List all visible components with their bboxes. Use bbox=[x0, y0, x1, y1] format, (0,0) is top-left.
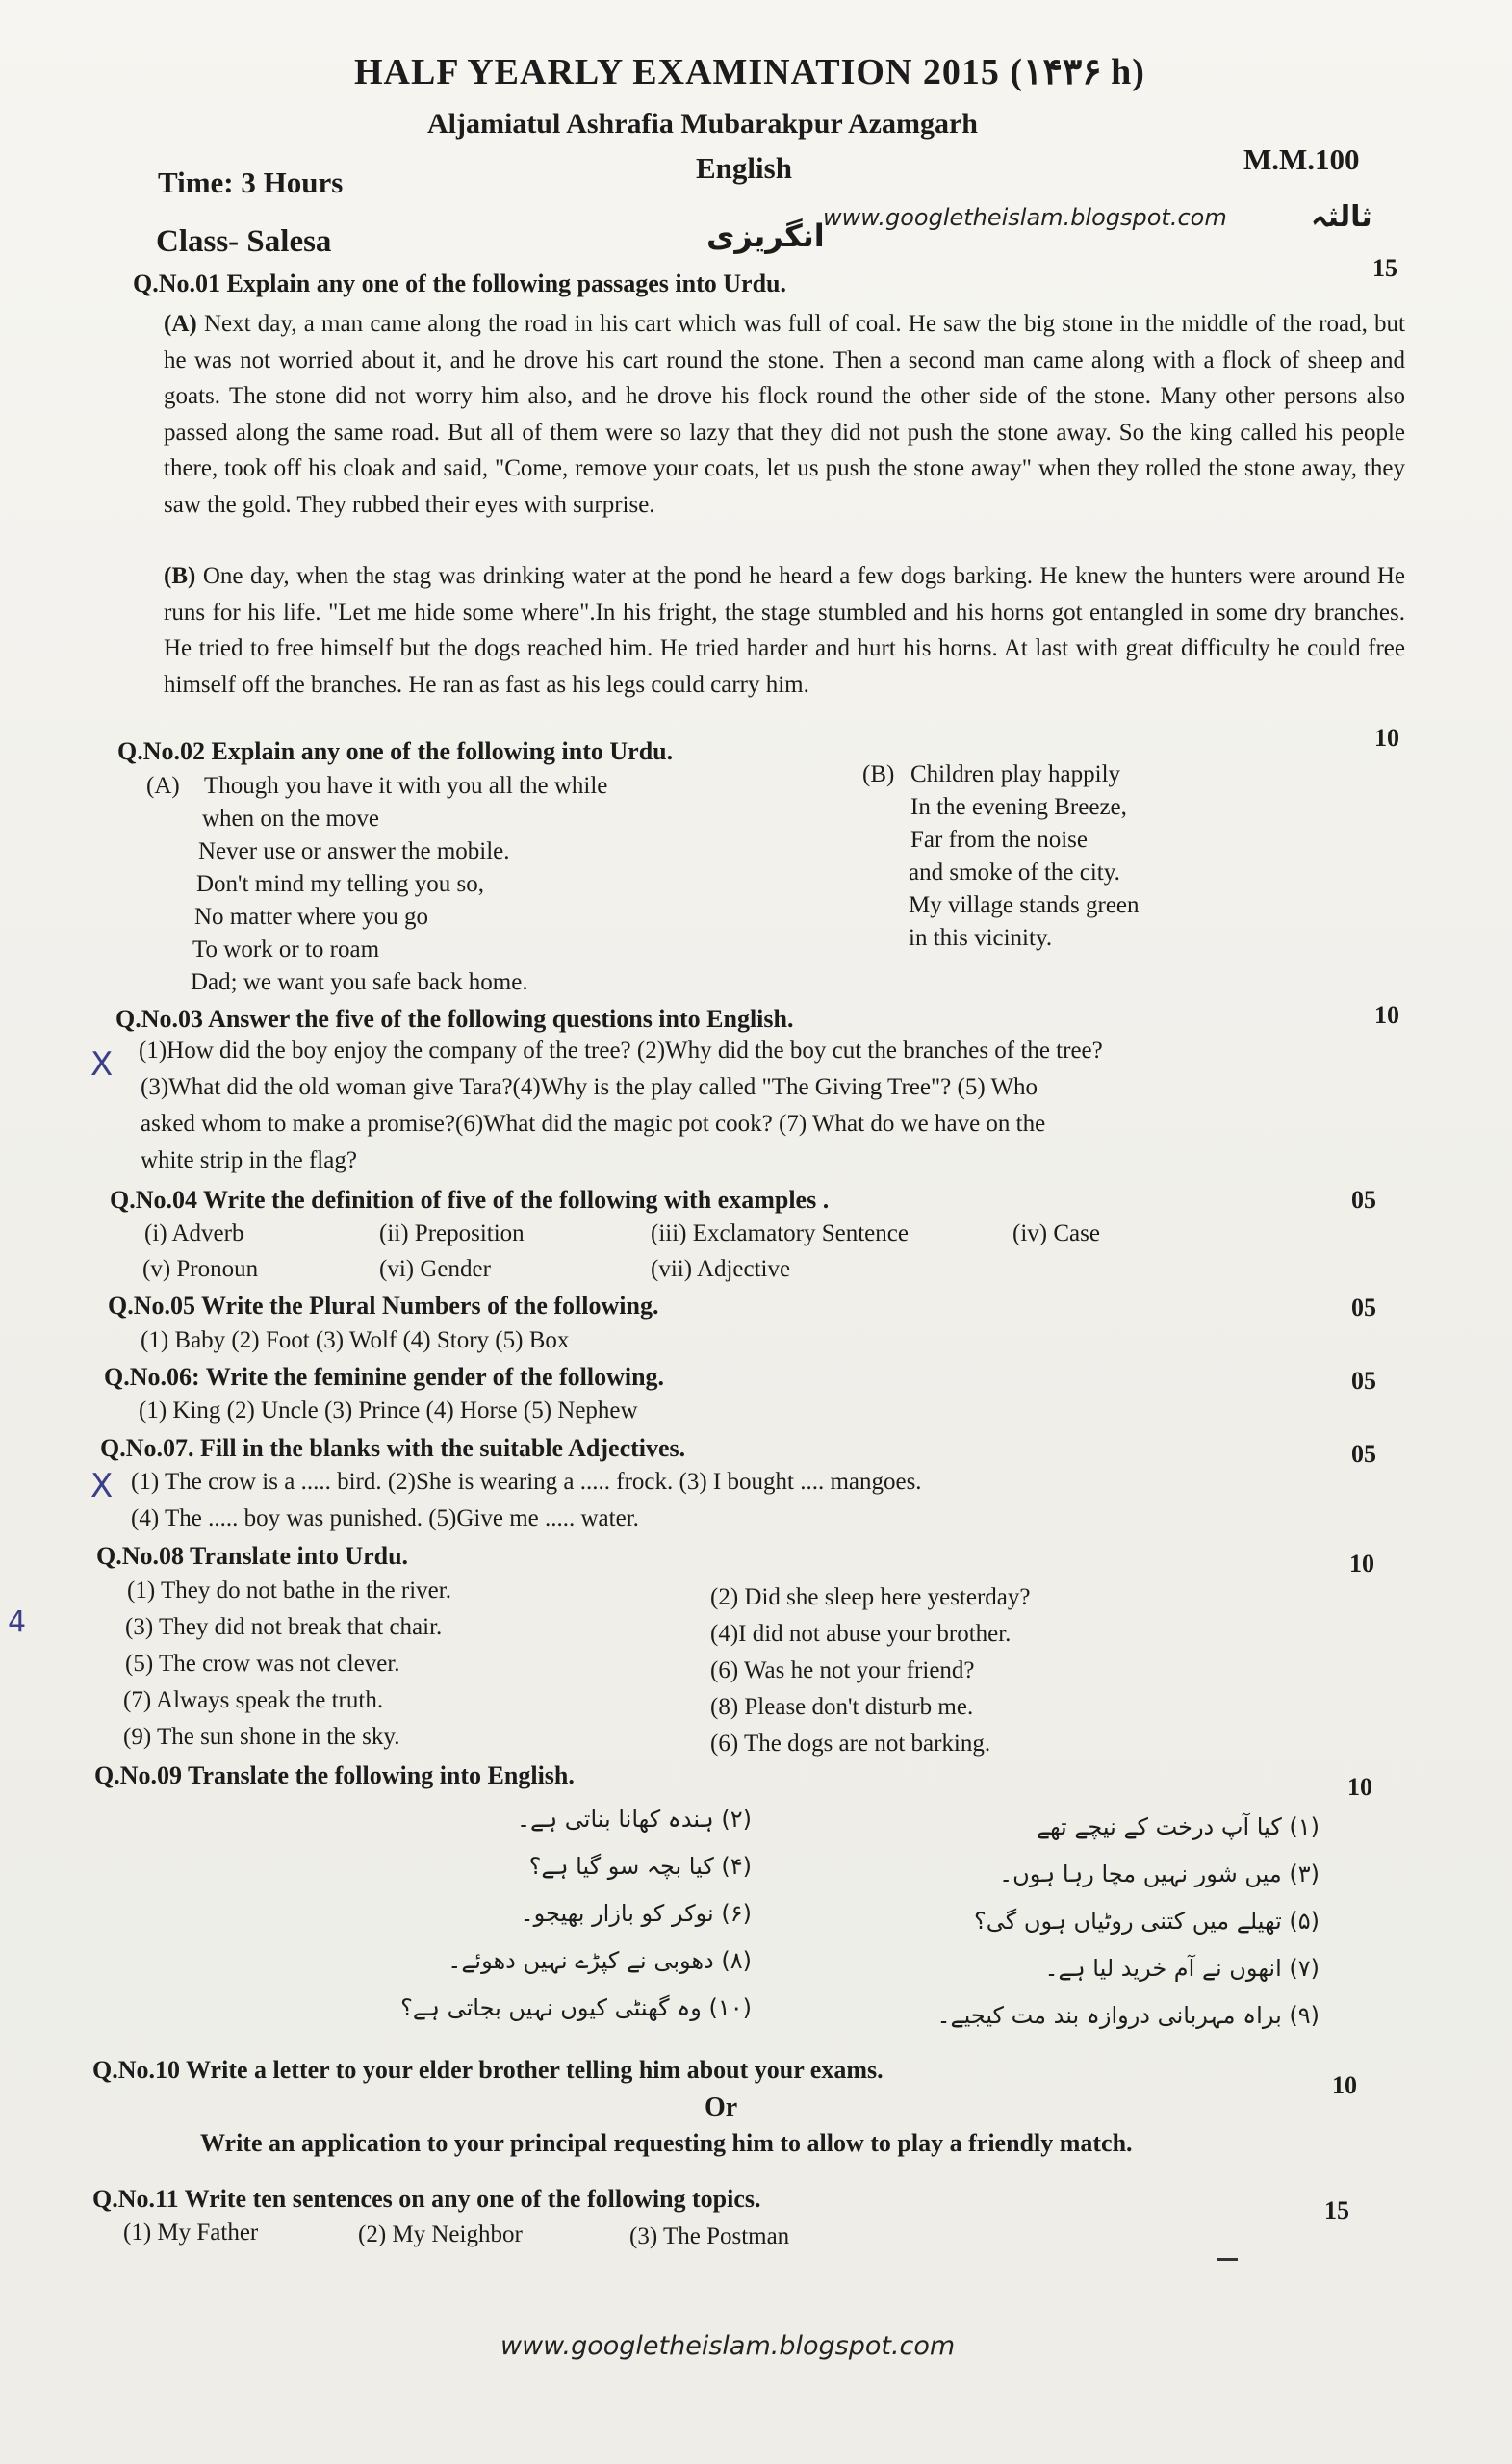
pen-dash bbox=[1217, 2258, 1238, 2261]
subject-name: English bbox=[696, 151, 792, 185]
time-allowed: Time: 3 Hours bbox=[158, 166, 344, 199]
q4-term: (v) Pronoun bbox=[142, 1256, 259, 1282]
q9-urdu-sentence: (۵) تھیلے میں کتنی روٹیاں ہوں گی؟ bbox=[974, 1908, 1320, 1935]
header-website: www.googletheislam.blogspot.com bbox=[823, 204, 1227, 231]
q9-heading: Q.No.09 Translate the following into English. bbox=[94, 1761, 575, 1789]
q9-urdu-sentence: (۸) دھوبی نے کپڑے نہیں دھوئے۔ bbox=[448, 1947, 752, 1974]
q2-a-line: when on the move bbox=[202, 806, 379, 832]
q2-a-line: Never use or answer the mobile. bbox=[198, 838, 510, 864]
q8-sentence: (9) The sun shone in the sky. bbox=[123, 1724, 400, 1750]
q2-b-label: (B) bbox=[862, 761, 895, 787]
q1-b-text: One day, when the stag was drinking water at the pond he heard a few dogs barking. He knew the hunters were around He runs for his life. "Let me hide some where".In his fright, the stage stumbled and his horns got entangled in some dry branches. He tried to free himself but the dogs reached him. He tried harder and hurt his horns. At last with great difficulty he could free himself off the branches. He ran as fast as his legs could carry him. bbox=[164, 563, 1405, 698]
footer-website: www.googletheislam.blogspot.com bbox=[500, 2331, 956, 2361]
q8-sentence: (3) They did not break that chair. bbox=[125, 1614, 443, 1640]
q11-heading: Q.No.11 Write ten sentences on any one of the following topics. bbox=[92, 2185, 761, 2213]
q2-a-line: To work or to roam bbox=[192, 937, 380, 962]
q5-heading: Q.No.05 Write the Plural Numbers of the following. bbox=[108, 1292, 659, 1320]
class-urdu: ثالثہ bbox=[1311, 200, 1372, 234]
class-label: Class- Salesa bbox=[156, 224, 332, 259]
q9-urdu-sentence: (۲) ہندہ کھانا بناتی ہے۔ bbox=[516, 1806, 752, 1833]
exam-title: HALF YEARLY EXAMINATION 2015 (۱۴۳۶ h) bbox=[354, 52, 1145, 92]
q10-or: Or bbox=[705, 2092, 738, 2122]
q3-line: (1)How did the boy enjoy the company of the tree? (2)Why did the boy cut the branches of the tree? bbox=[139, 1038, 1103, 1064]
q8-sentence: (6) Was he not your friend? bbox=[710, 1657, 975, 1683]
q3-marks: 10 bbox=[1374, 1001, 1399, 1029]
q2-marks: 10 bbox=[1374, 724, 1399, 752]
q2-b-line: My village stands green bbox=[909, 892, 1140, 918]
q7-marks: 05 bbox=[1351, 1440, 1376, 1468]
q4-marks: 05 bbox=[1351, 1186, 1376, 1214]
q8-sentence: (1) They do not bathe in the river. bbox=[127, 1578, 451, 1604]
q2-b-line: Far from the noise bbox=[910, 827, 1088, 853]
q3-line: white strip in the flag? bbox=[141, 1147, 357, 1173]
q5-items: (1) Baby (2) Foot (3) Wolf (4) Story (5) Box bbox=[141, 1327, 570, 1353]
q1-marks: 15 bbox=[1372, 254, 1397, 282]
q9-urdu-sentence: (۱) کیا آپ درخت کے نیچے تھے bbox=[1036, 1813, 1320, 1840]
q4-term: (ii) Preposition bbox=[379, 1220, 525, 1246]
q9-marks: 10 bbox=[1347, 1773, 1372, 1801]
q2-a-line: No matter where you go bbox=[194, 904, 428, 930]
q9-urdu-sentence: (۱۰) وہ گھنٹی کیوں نہیں بجاتی ہے؟ bbox=[400, 1994, 752, 2021]
q8-marks: 10 bbox=[1349, 1550, 1374, 1578]
q10-alternative: Write an application to your principal requesting him to allow to play a friendly match. bbox=[200, 2129, 1133, 2157]
q2-a-line: Though you have it with you all the while bbox=[204, 773, 608, 799]
q7-line: (1) The crow is a ..... bird. (2)She is wearing a ..... frock. (3) I bought .... mangoes. bbox=[131, 1469, 922, 1495]
pen-x-mark: X bbox=[90, 1045, 114, 1084]
q11-topic: (3) The Postman bbox=[629, 2223, 790, 2249]
institute-name: Aljamiatul Ashrafia Mubarakpur Azamgarh bbox=[427, 108, 978, 140]
q4-term: (vii) Adjective bbox=[651, 1256, 791, 1282]
q8-sentence: (5) The crow was not clever. bbox=[125, 1651, 400, 1677]
q4-heading: Q.No.04 Write the definition of five of the following with examples . bbox=[110, 1186, 830, 1214]
q2-heading: Q.No.02 Explain any one of the following into Urdu. bbox=[117, 737, 674, 765]
q2-b-line: and smoke of the city. bbox=[909, 860, 1120, 886]
q2-b-line: in this vicinity. bbox=[909, 925, 1053, 951]
q4-term: (vi) Gender bbox=[379, 1256, 491, 1282]
q1-passage-a bbox=[164, 306, 1405, 523]
q1-a-text: Next day, a man came along the road in his cart which was full of coal. He saw the big stone in the middle of the road, but he was not worried about it, and he drove his cart round the stone. Then a second man came along with a flock of sheep and goats. The stone did not worry him also, and he drove his flock round the other side of the stone. Many other persons also passed along the same road. But all of them were so lazy that they did not push the stone away. So the king called his people there, took off his cloak and said, "Come, remove your coats, let us push the stone away" when they rolled the stone away, they saw the gold. They rubbed their eyes with surprise. bbox=[164, 311, 1405, 518]
q5-marks: 05 bbox=[1351, 1294, 1376, 1322]
q11-topic: (2) My Neighbor bbox=[358, 2221, 523, 2247]
q9-urdu-sentence: (۴) کیا بچہ سو گیا ہے؟ bbox=[528, 1853, 752, 1880]
q2-a-line: Don't mind my telling you so, bbox=[196, 871, 484, 897]
q6-marks: 05 bbox=[1351, 1367, 1376, 1395]
q8-sentence: (6) The dogs are not barking. bbox=[710, 1731, 991, 1757]
q11-topic: (1) My Father bbox=[123, 2220, 259, 2246]
q9-urdu-sentence: (۶) نوکر کو بازار بھیجو۔ bbox=[520, 1900, 752, 1927]
q6-heading: Q.No.06: Write the feminine gender of the following. bbox=[104, 1363, 665, 1391]
q6-items: (1) King (2) Uncle (3) Prince (4) Horse (5) Nephew bbox=[139, 1398, 638, 1424]
q4-term: (iv) Case bbox=[1012, 1220, 1100, 1246]
q7-heading: Q.No.07. Fill in the blanks with the suitable Adjectives. bbox=[100, 1434, 686, 1462]
q8-heading: Q.No.08 Translate into Urdu. bbox=[96, 1542, 409, 1570]
q8-sentence: (2) Did she sleep here yesterday? bbox=[710, 1584, 1031, 1610]
q4-term: (iii) Exclamatory Sentence bbox=[651, 1220, 909, 1246]
q2-a-label: (A) bbox=[146, 773, 180, 799]
q8-sentence: (8) Please don't disturb me. bbox=[710, 1694, 974, 1720]
max-marks: M.M.100 bbox=[1243, 142, 1360, 176]
q8-sentence: (7) Always speak the truth. bbox=[123, 1687, 384, 1713]
pen-side-number: 4 bbox=[8, 1605, 27, 1639]
pen-x-mark: X bbox=[90, 1467, 114, 1505]
q1-a-label: (A) bbox=[164, 311, 197, 337]
q8-sentence: (4)I did not abuse your brother. bbox=[710, 1621, 1012, 1647]
q2-b-line: Children play happily bbox=[910, 761, 1121, 787]
q2-a-line: Dad; we want you safe back home. bbox=[191, 969, 528, 995]
q10-marks: 10 bbox=[1332, 2071, 1357, 2099]
q3-line: (3)What did the old woman give Tara?(4)Why is the play called "The Giving Tree"? (5) Who bbox=[141, 1074, 1038, 1100]
q11-marks: 15 bbox=[1324, 2196, 1349, 2224]
subject-urdu: انگریزی bbox=[706, 218, 825, 254]
q1-b-label: (B) bbox=[164, 563, 196, 589]
q2-b-line: In the evening Breeze, bbox=[910, 794, 1127, 820]
q7-line: (4) The ..... boy was punished. (5)Give me ..... water. bbox=[131, 1505, 639, 1531]
q9-urdu-sentence: (۹) براہ مہربانی دروازہ بند مت کیجیے۔ bbox=[936, 2002, 1320, 2029]
q4-term: (i) Adverb bbox=[144, 1220, 244, 1246]
q9-urdu-sentence: (۷) انھوں نے آم خرید لیا ہے۔ bbox=[1044, 1955, 1320, 1982]
q1-passage-b bbox=[164, 558, 1405, 703]
q9-urdu-sentence: (۳) میں شور نہیں مچا رہا ہوں۔ bbox=[999, 1861, 1320, 1887]
q10-heading: Q.No.10 Write a letter to your elder brother telling him about your exams. bbox=[92, 2056, 884, 2084]
q3-line: asked whom to make a promise?(6)What did the magic pot cook? (7) What do we have on the bbox=[141, 1111, 1046, 1137]
q1-heading: Q.No.01 Explain any one of the following passages into Urdu. bbox=[133, 270, 786, 297]
q3-heading: Q.No.03 Answer the five of the following questions into English. bbox=[115, 1005, 794, 1033]
